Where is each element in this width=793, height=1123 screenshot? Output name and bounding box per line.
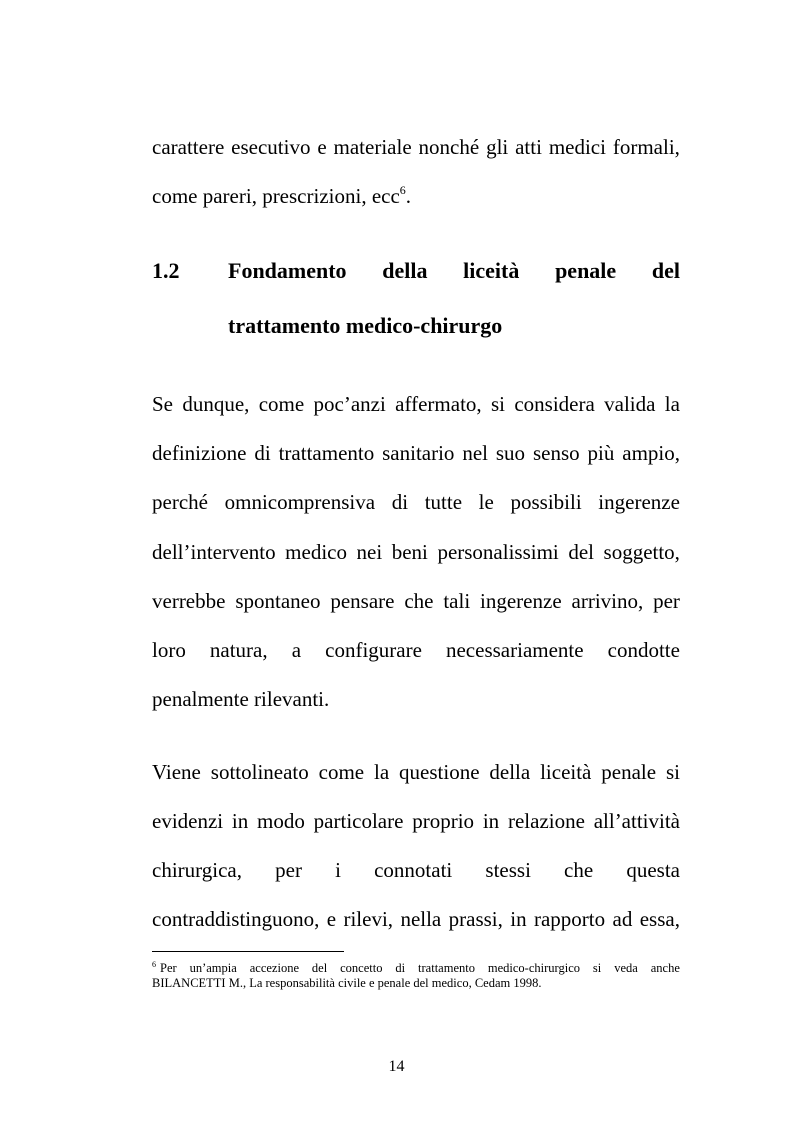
word: carattere <box>152 135 225 159</box>
paragraph-1-line <box>152 637 680 663</box>
word: come <box>258 392 305 416</box>
word: nonché <box>418 135 480 159</box>
word: accezione <box>249 961 299 975</box>
word: proprio <box>412 809 475 833</box>
word: in <box>482 809 500 833</box>
word: tali <box>443 589 471 613</box>
section-title-line-1 <box>228 257 680 285</box>
word: trattamento <box>418 961 475 975</box>
paragraph-1-line <box>152 588 680 614</box>
word: le <box>478 490 494 514</box>
word: all’attività <box>593 809 680 833</box>
word: chirurgica, <box>152 858 242 882</box>
word: la <box>374 760 390 784</box>
word: ingerenze <box>598 490 680 514</box>
footnote-separator <box>152 951 344 952</box>
intro-line-1 <box>152 134 680 160</box>
paragraph-1-line <box>152 440 680 466</box>
word: affermato, <box>395 392 482 416</box>
word: di <box>395 961 406 975</box>
section-number: 1.2 <box>152 258 180 283</box>
word: loro <box>152 638 186 662</box>
word: valida <box>604 392 656 416</box>
word: omnicomprensiva <box>224 490 376 514</box>
word: evidenzi <box>152 809 224 833</box>
word: suo <box>495 441 526 465</box>
word: Se <box>152 392 173 416</box>
word: per <box>275 858 302 882</box>
word: concetto <box>340 961 383 975</box>
word: prassi, <box>448 907 503 931</box>
word: questa <box>626 858 680 882</box>
word: natura, <box>209 638 268 662</box>
page-number: 14 <box>388 1058 405 1075</box>
word: che <box>404 589 434 613</box>
word: beni <box>391 540 428 564</box>
word: trattamento <box>278 441 375 465</box>
word: medico-chirurgico <box>487 961 580 975</box>
footnote-line-2: BILANCETTI M., La responsabilità civile e penale del medico, Cedam 1998. <box>152 976 542 990</box>
word: nei <box>356 540 383 564</box>
word: nella <box>400 907 442 931</box>
word: necessariamente <box>445 638 584 662</box>
word: verrebbe <box>152 589 226 613</box>
paragraph-2-line <box>152 759 680 785</box>
word: senso <box>532 441 580 465</box>
word: in <box>510 907 527 931</box>
word: materiale <box>333 135 412 159</box>
word: ampio, <box>622 441 680 465</box>
footnote-reference[interactable]: 6 <box>399 183 406 197</box>
paragraph-2-line <box>152 857 680 883</box>
word: e <box>326 907 337 931</box>
word: possibili <box>510 490 582 514</box>
word: modo <box>257 809 305 833</box>
word: connotati <box>374 858 453 882</box>
word: si <box>490 392 505 416</box>
word: sanitario <box>382 441 455 465</box>
word: stessi <box>485 858 531 882</box>
word: esecutivo <box>231 135 311 159</box>
word: questione <box>399 760 480 784</box>
paragraph-2-line <box>152 808 680 834</box>
word: configurare <box>325 638 422 662</box>
word: pensare <box>330 589 395 613</box>
word: e <box>317 135 327 159</box>
word: contraddistinguono, <box>152 907 320 931</box>
word: di <box>254 441 271 465</box>
word: poc’anzi <box>313 392 386 416</box>
word: particolare <box>313 809 404 833</box>
word: formali, <box>612 135 680 159</box>
word: veda <box>614 961 638 975</box>
word: più <box>587 441 615 465</box>
word: gli <box>486 135 509 159</box>
word: medico <box>285 540 347 564</box>
word: che <box>564 858 594 882</box>
word: medici <box>548 135 606 159</box>
intro-line-2-end: . <box>405 184 412 208</box>
section-title-word: Fondamento <box>228 258 347 283</box>
word: considera <box>514 392 595 416</box>
word: si <box>592 961 602 975</box>
word: del <box>568 540 594 564</box>
paragraph-1-line <box>152 489 680 515</box>
word: del <box>311 961 328 975</box>
paragraph-2-line <box>152 906 680 932</box>
word: ingerenze <box>480 589 562 613</box>
word: dunque, <box>182 392 250 416</box>
paragraph-1-line <box>152 539 680 565</box>
section-title-word: della <box>382 258 428 283</box>
intro-line-2-text: come pareri, prescrizioni, ecc <box>152 184 400 208</box>
paragraph-1-line <box>152 391 680 417</box>
word: sottolineato <box>210 760 309 784</box>
word: ad <box>612 907 633 931</box>
word: dell’intervento <box>152 540 276 564</box>
section-title-line-2: trattamento medico-chirurgo <box>228 313 503 338</box>
footnote-line-1 <box>152 960 680 976</box>
word: arrivino, <box>571 589 644 613</box>
word: definizione <box>152 441 247 465</box>
word: in <box>231 809 249 833</box>
word: personalissimi <box>437 540 559 564</box>
word: rapporto <box>533 907 606 931</box>
section-title-word: liceità <box>463 258 520 283</box>
paragraph-1-line-last: penalmente rilevanti. <box>152 687 330 711</box>
word: spontaneo <box>235 589 321 613</box>
word: per <box>653 589 680 613</box>
word: nel <box>462 441 488 465</box>
section-title-word: del <box>651 258 680 283</box>
word: atti <box>515 135 542 159</box>
word: si <box>665 760 680 784</box>
word: condotte <box>607 638 680 662</box>
word: tutte <box>424 490 463 514</box>
word: perché <box>152 490 208 514</box>
word: anche <box>650 961 680 975</box>
word: essa, <box>639 907 680 931</box>
word: rilevi, <box>343 907 394 931</box>
word: penale <box>601 760 657 784</box>
word: liceità <box>540 760 592 784</box>
word: di <box>391 490 409 514</box>
word: i <box>335 858 341 882</box>
section-title-word: penale <box>555 258 617 283</box>
word: relazione <box>507 809 585 833</box>
word: 6 Per <box>152 960 177 975</box>
intro-line-2 <box>152 183 680 209</box>
word: Viene <box>152 760 201 784</box>
word: della <box>489 760 531 784</box>
word: soggetto, <box>603 540 680 564</box>
word: come <box>318 760 365 784</box>
word: un’ampia <box>189 961 237 975</box>
word: a <box>291 638 302 662</box>
word: la <box>664 392 680 416</box>
